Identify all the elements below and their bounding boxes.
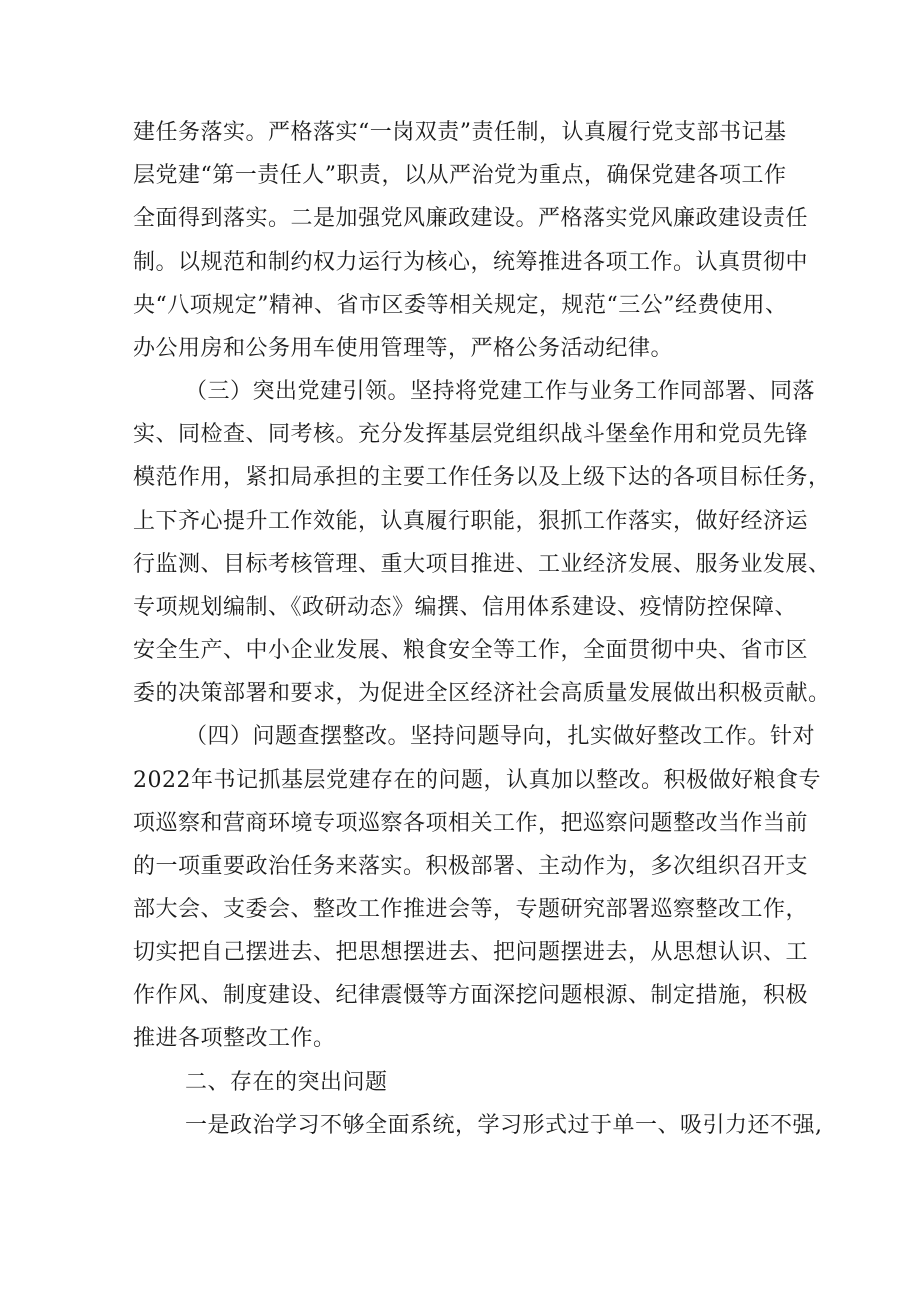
text-line: 部大会、支委会、整改工作推进会等，专题研究部署巡察整改工作，	[133, 897, 809, 922]
text-line: 安全生产、中小企业发展、粮食安全等工作，全面贯彻中央、省市区	[133, 638, 809, 663]
text-line: 模范作用，紧扣局承担的主要工作任务以及上级下达的各项目标任务，	[133, 465, 831, 490]
section-heading-3: （三）突出党建引领。坚持将党建工作与业务工作同部署、同落	[185, 379, 816, 404]
text-line: 2022年书记抓基层党建存在的问题，认真加以整改。积极做好粮食专	[133, 768, 821, 793]
text-line: 全面得到落实。二是加强党风廉政建设。严格落实党风廉政建设责任	[133, 206, 809, 231]
text-line: 一是政治学习不够全面系统，学习形式过于单一、吸引力还不强,	[185, 1113, 823, 1138]
text-line: 行监测、目标考核管理、重大项目推进、工业经济发展、服务业发展、	[133, 552, 831, 577]
text-line: 的一项重要政治任务来落实。积极部署、主动作为，多次组织召开支	[133, 854, 809, 879]
text-line: 实、同检查、同考核。充分发挥基层党组织战斗堡垒作用和党员先锋	[133, 422, 809, 447]
text-line: 项巡察和营商环境专项巡察各项相关工作，把巡察问题整改当作当前	[133, 811, 809, 836]
text-line: 切实把自己摆进去、把思想摆进去、把问题摆进去，从思想认识、工	[133, 940, 809, 965]
text-line: 办公用房和公务用车使用管理等，严格公务活动纪律。	[133, 336, 674, 361]
text-line: 央“八项规定”精神、省市区委等相关规定，规范“三公”经费使用、	[133, 293, 788, 318]
text-line: 推进各项整改工作。	[133, 1026, 336, 1051]
text-line: 专项规划编制、《政研动态》编撰、信用体系建设、疫情防控保障、	[133, 595, 798, 620]
section-heading-4: （四）问题查摆整改。坚持问题导向，扎实做好整改工作。针对	[185, 724, 816, 749]
text-line: 建任务落实。严格落实“一岗双责”责任制，认真履行党支部书记基	[133, 120, 787, 145]
text-line: 作作风、制度建设、纪律震慑等方面深挖问题根源、制定措施，积极	[133, 983, 809, 1008]
text-line: 制。以规范和制约权力运行为核心，统筹推进各项工作。认真贯彻中	[133, 250, 809, 275]
text-line: 上下齐心提升工作效能，认真履行职能，狠抓工作落实，做好经济运	[133, 509, 809, 534]
text-line: 层党建“第一责任人”职责，以从严治党为重点，确保党建各项工作	[133, 163, 787, 188]
text-line: 委的决策部署和要求，为促进全区经济社会高质量发展做出积极贡献。	[133, 681, 831, 706]
section-heading-2: 二、存在的突出问题	[185, 1070, 388, 1095]
